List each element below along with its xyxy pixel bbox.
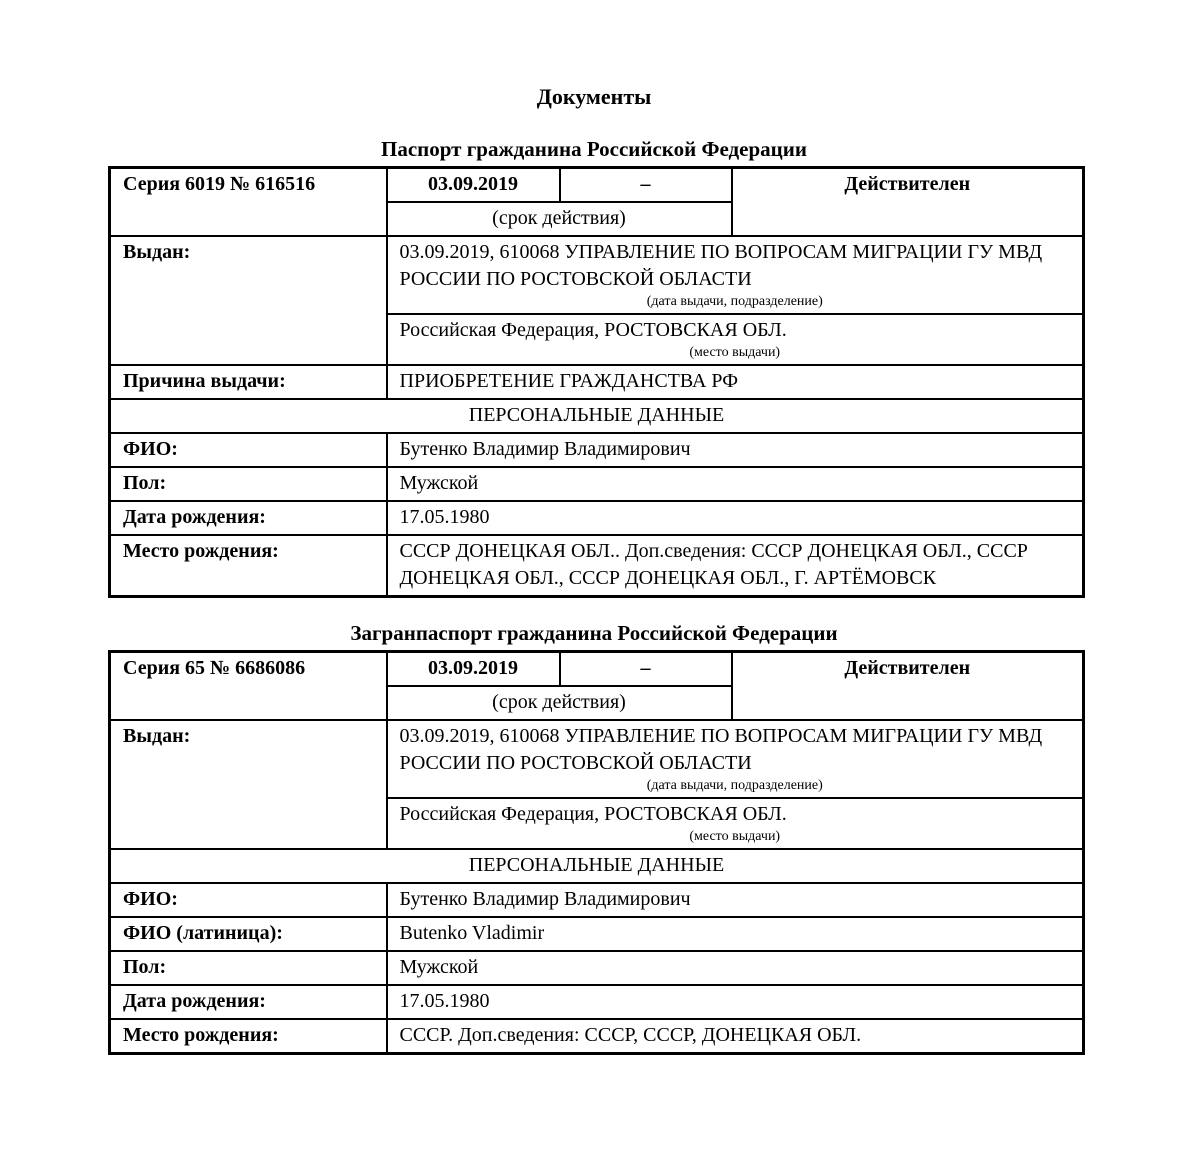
intl-passport-personal-header: ПЕРСОНАЛЬНЫЕ ДАННЫЕ bbox=[110, 849, 1084, 883]
passport-place-cell bbox=[387, 314, 1084, 365]
intl-passport-validity-caption: (срок действия) bbox=[387, 686, 732, 720]
intl-passport-issued-caption: (дата выдачи, подразделение) bbox=[646, 778, 823, 793]
intl-passport-row-value: СССР. Доп.сведения: СССР, СССР, ДОНЕЦКАЯ ОБЛ. bbox=[387, 1019, 1084, 1054]
passport-place-caption: (место выдачи) bbox=[689, 345, 781, 360]
passport-reason-label: Причина выдачи: bbox=[110, 365, 387, 399]
passport-row-label: ФИО: bbox=[110, 433, 387, 467]
intl-passport-series-cell: Серия 65 № 6686086 bbox=[110, 652, 387, 721]
intl-passport-issued-cell bbox=[387, 720, 1084, 798]
intl-passport-row-label: Место рождения: bbox=[110, 1019, 387, 1054]
passport-row-value: 17.05.1980 bbox=[387, 501, 1084, 535]
intl-passport-row-label: Дата рождения: bbox=[110, 985, 387, 1019]
intl-passport-issued-value: 03.09.2019, 610068 УПРАВЛЕНИЕ ПО ВОПРОСАМ МИГРАЦИИ ГУ МВД РОССИИ ПО РОСТОВСКОЙ ОБЛАСТИ bbox=[399, 725, 1043, 774]
passport-personal-header: ПЕРСОНАЛЬНЫЕ ДАННЫЕ bbox=[110, 399, 1084, 433]
intl-passport-date-from-cell: 03.09.2019 bbox=[387, 652, 560, 687]
intl-passport-status-cell: Действителен bbox=[732, 652, 1084, 721]
passport-row-value: Бутенко Владимир Владимирович bbox=[387, 433, 1084, 467]
intl-passport-row-value: Butenko Vladimir bbox=[387, 917, 1084, 951]
intl-passport-row-label: Пол: bbox=[110, 951, 387, 985]
passport-row-value: Мужской bbox=[387, 467, 1084, 501]
passport-section-heading: Паспорт гражданина Российской Федерации bbox=[381, 137, 807, 161]
intl-passport-section-heading: Загранпаспорт гражданина Российской Федерации bbox=[350, 621, 838, 645]
passport-date-to-cell: – bbox=[560, 168, 732, 203]
intl-passport-issued-label: Выдан: bbox=[110, 720, 387, 849]
passport-issued-caption: (дата выдачи, подразделение) bbox=[646, 294, 823, 309]
passport-table bbox=[108, 166, 1085, 598]
passport-row-value: СССР ДОНЕЦКАЯ ОБЛ.. Доп.сведения: СССР ДОНЕЦКАЯ ОБЛ., СССР ДОНЕЦКАЯ ОБЛ., СССР ДОНЕЦКАЯ ОБЛ., Г. АРТЁМОВСК bbox=[387, 535, 1084, 597]
intl-passport-date-to-cell: – bbox=[560, 652, 732, 687]
passport-issued-label: Выдан: bbox=[110, 236, 387, 365]
passport-row-label: Пол: bbox=[110, 467, 387, 501]
intl-passport-table bbox=[108, 650, 1085, 1055]
intl-passport-place-value: Российская Федерация, РОСТОВСКАЯ ОБЛ. bbox=[399, 803, 787, 825]
passport-issued-value: 03.09.2019, 610068 УПРАВЛЕНИЕ ПО ВОПРОСАМ МИГРАЦИИ ГУ МВД РОССИИ ПО РОСТОВСКОЙ ОБЛАСТИ bbox=[399, 241, 1043, 290]
passport-reason-value: ПРИОБРЕТЕНИЕ ГРАЖДАНСТВА РФ bbox=[387, 365, 1084, 399]
passport-issued-cell bbox=[387, 236, 1084, 314]
intl-passport-row-label: ФИО (латиница): bbox=[110, 917, 387, 951]
intl-passport-place-cell bbox=[387, 798, 1084, 849]
intl-passport-place-caption: (место выдачи) bbox=[689, 829, 781, 844]
intl-passport-row-label: ФИО: bbox=[110, 883, 387, 917]
passport-date-from-cell: 03.09.2019 bbox=[387, 168, 560, 203]
intl-passport-row-value: 17.05.1980 bbox=[387, 985, 1084, 1019]
passport-row-label: Дата рождения: bbox=[110, 501, 387, 535]
passport-validity-caption: (срок действия) bbox=[387, 202, 732, 236]
page-title: Документы bbox=[536, 84, 652, 109]
passport-row-label: Место рождения: bbox=[110, 535, 387, 597]
intl-passport-row-value: Бутенко Владимир Владимирович bbox=[387, 883, 1084, 917]
passport-status-cell: Действителен bbox=[732, 168, 1084, 237]
passport-series-cell: Серия 6019 № 616516 bbox=[110, 168, 387, 237]
intl-passport-row-value: Мужской bbox=[387, 951, 1084, 985]
passport-place-value: Российская Федерация, РОСТОВСКАЯ ОБЛ. bbox=[399, 319, 787, 341]
